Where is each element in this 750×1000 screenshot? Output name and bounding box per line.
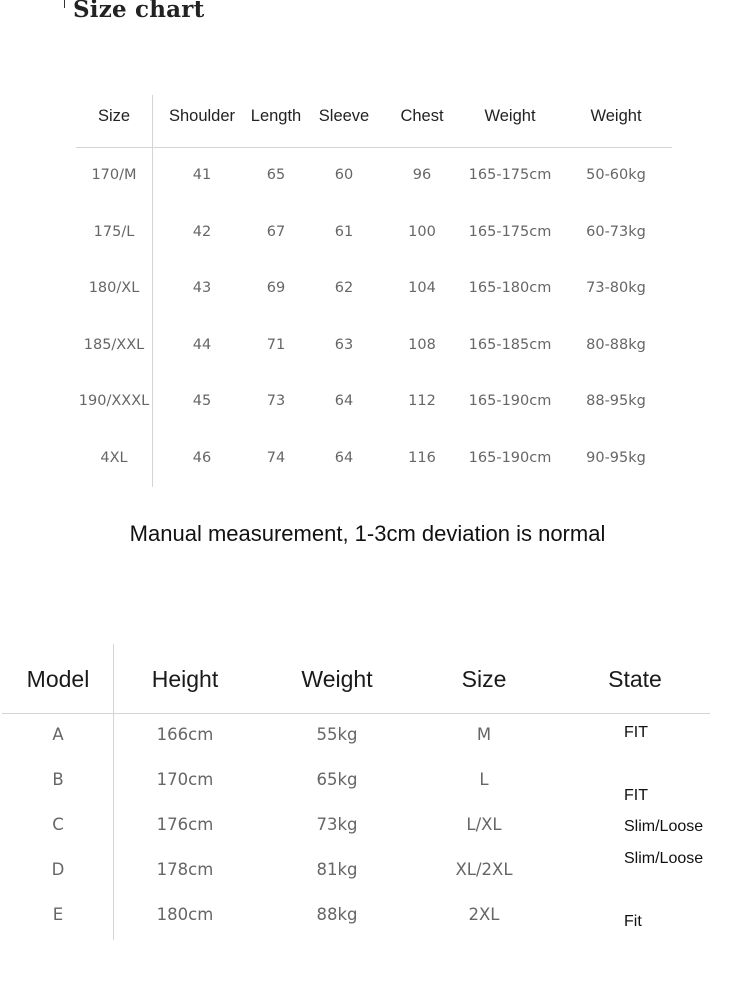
height-range-cell: 165-190cm: [468, 393, 552, 409]
model-height-cell: 166cm: [156, 725, 214, 744]
sleeve-cell: 64: [334, 393, 354, 409]
model-cell: B: [52, 770, 64, 789]
chest-cell: 112: [408, 393, 436, 409]
shoulder-cell: 44: [192, 337, 212, 353]
model-size-cell: M: [476, 725, 492, 744]
chest-cell: 100: [408, 224, 436, 240]
sleeve-cell: 60: [334, 167, 354, 183]
model-cell: C: [52, 815, 64, 834]
size-table-header-divider: [76, 147, 672, 148]
size-header-shoulder: Shoulder: [168, 107, 236, 125]
model-weight-cell: 55kg: [316, 725, 358, 744]
weight-range-cell: 80-88kg: [586, 337, 646, 353]
model-header-weight: Weight: [301, 666, 373, 692]
state-cell: Fit: [624, 913, 642, 930]
model-table-column-divider: [113, 644, 114, 940]
size-header-chest: Chest: [400, 107, 444, 125]
model-size-cell: 2XL: [468, 905, 500, 924]
size-header-length: Length: [250, 107, 302, 125]
size-header-size: Size: [97, 107, 131, 125]
chest-cell: 104: [408, 280, 436, 296]
length-cell: 74: [266, 450, 286, 466]
size-table-row: [76, 337, 672, 357]
sleeve-cell: 64: [334, 450, 354, 466]
size-header-sleeve: Sleeve: [318, 107, 370, 125]
size-table-row: [76, 450, 672, 470]
page-title: Size chart: [73, 0, 205, 23]
size-table-row: [76, 393, 672, 413]
height-range-cell: 165-175cm: [468, 167, 552, 183]
model-header-height: Height: [151, 666, 219, 692]
model-size-cell: L: [479, 770, 489, 789]
chest-cell: 116: [408, 450, 436, 466]
size-cell: 190/XXXL: [78, 393, 150, 409]
model-table-header-divider: [2, 713, 710, 714]
size-table-row: [76, 167, 672, 187]
size-cell: 175/L: [93, 224, 135, 240]
chest-cell: 108: [408, 337, 436, 353]
model-fit-table: [2, 644, 710, 940]
model-header-model: Model: [26, 666, 90, 692]
weight-range-cell: 90-95kg: [586, 450, 646, 466]
measurement-note: Manual measurement, 1-3cm deviation is normal: [129, 521, 606, 546]
shoulder-cell: 43: [192, 280, 212, 296]
length-cell: 69: [266, 280, 286, 296]
state-cell: FIT: [624, 724, 648, 741]
shoulder-cell: 41: [192, 167, 212, 183]
size-header-weight-range: Weight: [590, 107, 642, 125]
model-weight-cell: 73kg: [316, 815, 358, 834]
model-height-cell: 178cm: [156, 860, 214, 879]
height-range-cell: 165-190cm: [468, 450, 552, 466]
model-size-cell: XL/2XL: [455, 860, 513, 879]
model-weight-cell: 81kg: [316, 860, 358, 879]
model-height-cell: 180cm: [156, 905, 214, 924]
size-header-height-range: Weight: [484, 107, 536, 125]
model-height-cell: 176cm: [156, 815, 214, 834]
sleeve-cell: 62: [334, 280, 354, 296]
model-weight-cell: 65kg: [316, 770, 358, 789]
model-size-cell: L/XL: [466, 815, 502, 834]
sleeve-cell: 61: [334, 224, 354, 240]
model-cell: D: [51, 860, 65, 879]
size-table-row: [76, 224, 672, 244]
model-cell: A: [52, 725, 64, 744]
length-cell: 67: [266, 224, 286, 240]
size-cell: 4XL: [100, 450, 128, 466]
size-chart-table: [76, 95, 672, 487]
state-cell: Slim/Loose: [624, 850, 704, 867]
shoulder-cell: 46: [192, 450, 212, 466]
title-tick-decoration: [64, 0, 65, 8]
size-table-header-row: [76, 107, 672, 127]
model-header-size: Size: [461, 666, 507, 692]
size-cell: 180/XL: [88, 280, 140, 296]
model-header-state: State: [608, 666, 662, 692]
sleeve-cell: 63: [334, 337, 354, 353]
model-height-cell: 170cm: [156, 770, 214, 789]
height-range-cell: 165-180cm: [468, 280, 552, 296]
weight-range-cell: 73-80kg: [586, 280, 646, 296]
length-cell: 65: [266, 167, 286, 183]
chest-cell: 96: [412, 167, 432, 183]
height-range-cell: 165-175cm: [468, 224, 552, 240]
weight-range-cell: 50-60kg: [586, 167, 646, 183]
length-cell: 71: [266, 337, 286, 353]
size-table-row: [76, 280, 672, 300]
height-range-cell: 165-185cm: [468, 337, 552, 353]
shoulder-cell: 45: [192, 393, 212, 409]
length-cell: 73: [266, 393, 286, 409]
size-cell: 185/XXL: [83, 337, 145, 353]
model-cell: E: [52, 905, 64, 924]
shoulder-cell: 42: [192, 224, 212, 240]
state-cell: Slim/Loose: [624, 818, 704, 835]
weight-range-cell: 88-95kg: [586, 393, 646, 409]
size-cell: 170/M: [91, 167, 137, 183]
weight-range-cell: 60-73kg: [586, 224, 646, 240]
state-cell: FIT: [624, 787, 648, 804]
model-weight-cell: 88kg: [316, 905, 358, 924]
